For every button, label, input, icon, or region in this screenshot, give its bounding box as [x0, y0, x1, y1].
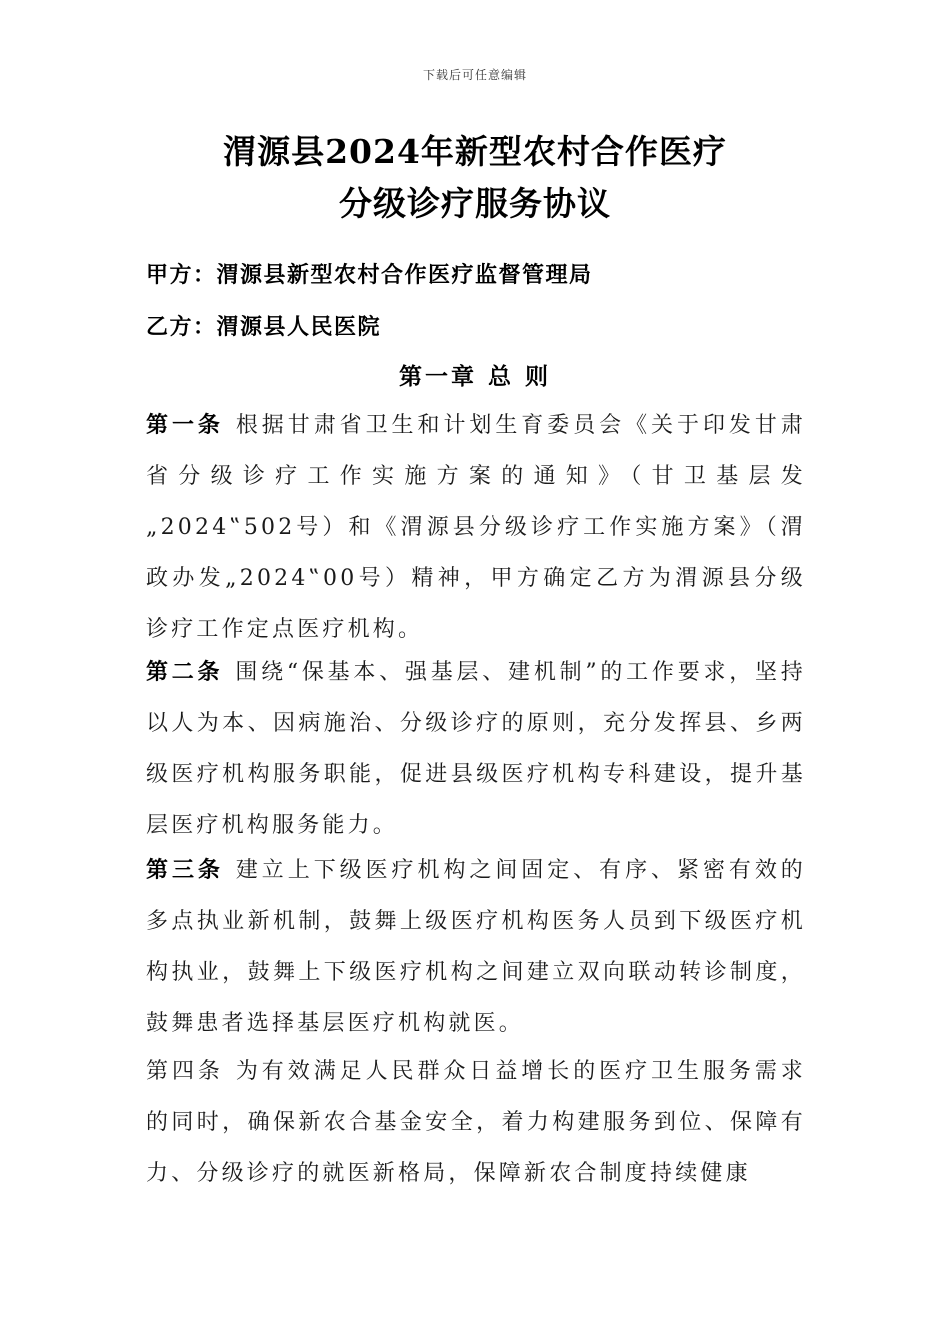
document-title [0, 126, 950, 230]
article-2 [146, 647, 806, 851]
chapter-heading: 第一章 总 则 [398, 363, 551, 390]
article-label: 第二条 [146, 659, 224, 685]
article-label: 第四条 [146, 1059, 224, 1084]
title-line-1: 渭源县2024年新型农村合作医疗 [223, 132, 727, 171]
party-b: 乙方：渭源县人民医院 [146, 314, 382, 340]
article-text: 建立上下级医疗机构之间固定、有序、紧密有效的多点执业新机制，鼓舞上级医疗机构医务人员到下级医疗机构执业，鼓舞上下级医疗机构之间建立双向联动转诊制度，鼓舞患者选择基层医疗机构就医。 [146, 858, 806, 1036]
article-text: 围绕“保基本、强基层、建机制”的工作要求，坚持以人为本、因病施治、分级诊疗的原则，充分发挥县、乡两级医疗机构服务职能，促进县级医疗机构专科建设，提升基层医疗机构服务能力。 [146, 660, 806, 838]
article-text: 根据甘肃省卫生和计划生育委员会《关于印发甘肃省分级诊疗工作实施方案的通知》（甘卫基层发„2024‟502号）和《渭源县分级诊疗工作实施方案》（渭政办发„2024‟00号）精神，甲方确定乙方为渭源县分级诊疗工作定点医疗机构。 [146, 413, 806, 642]
title-line-2: 分级诊疗服务协议 [339, 184, 611, 223]
article-1 [146, 400, 806, 655]
article-4 [146, 1046, 806, 1199]
party-a: 甲方：渭源县新型农村合作医疗监督管理局 [146, 262, 593, 288]
article-label: 第一条 [146, 412, 224, 438]
article-text: 为有效满足人民群众日益增长的医疗卫生服务需求的同时，确保新农合基金安全，着力构建服务到位、保障有力、分级诊疗的就医新格局，保障新农合制度持续健康 [146, 1059, 806, 1186]
article-3 [146, 845, 806, 1049]
header-note: 下载后可任意编辑 [422, 68, 527, 82]
article-label: 第三条 [146, 857, 224, 883]
